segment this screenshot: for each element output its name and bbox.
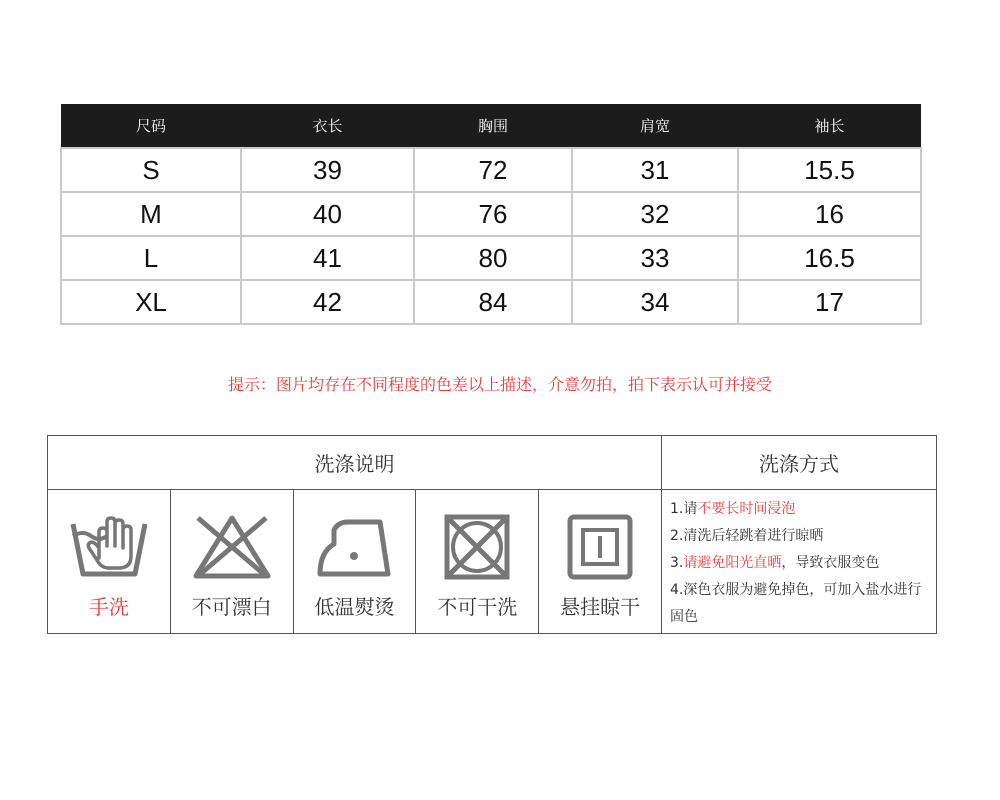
method-item xyxy=(670,523,932,550)
table-cell: 84 xyxy=(414,280,572,324)
table-cell: 16.5 xyxy=(738,236,921,280)
hand-wash-icon xyxy=(69,512,149,582)
icon-label: 不可漂白 xyxy=(191,595,272,619)
care-item-low-iron xyxy=(294,490,417,633)
size-table-header xyxy=(61,104,921,148)
table-cell: 31 xyxy=(572,148,738,192)
care-item-hand-wash xyxy=(48,490,171,633)
color-difference-notice: 提示：图片均存在不同程度的色差以上描述，介意勿拍，拍下表示认可并接受 xyxy=(227,375,772,394)
table-cell: L xyxy=(61,236,241,280)
instructions-title: 洗涤说明 xyxy=(48,436,662,490)
table-cell: 39 xyxy=(241,148,414,192)
method-text: 2.清洗后轻跳着进行晾晒 xyxy=(670,528,824,544)
table-cell: 17 xyxy=(738,280,921,324)
table-cell: M xyxy=(61,192,241,236)
method-item xyxy=(670,577,932,631)
care-item-hang-dry xyxy=(539,490,661,633)
table-cell: 16 xyxy=(738,192,921,236)
size-table xyxy=(60,104,922,325)
table-cell: 76 xyxy=(414,192,572,236)
table-cell: 33 xyxy=(572,236,738,280)
method-highlight: 请避免阳光直晒 xyxy=(683,555,782,571)
method-text: 4.深色衣服为避免掉色，可加入盐水进行固色 xyxy=(670,582,922,625)
method-text: ，导致衣服变色 xyxy=(781,555,880,571)
method-text: 3. xyxy=(670,555,684,571)
icon-label: 低温熨烫 xyxy=(314,595,395,619)
table-cell: 40 xyxy=(241,192,414,236)
header-chest: 胸围 xyxy=(414,104,572,148)
icon-label: 不可干洗 xyxy=(437,595,518,619)
table-row xyxy=(61,192,921,236)
table-row xyxy=(61,280,921,324)
method-item xyxy=(670,550,932,577)
table-cell: 80 xyxy=(414,236,572,280)
table-row xyxy=(61,236,921,280)
header-size: 尺码 xyxy=(61,104,241,148)
care-item-no-bleach xyxy=(171,490,294,633)
table-cell: XL xyxy=(61,280,241,324)
hang-dry-icon xyxy=(565,512,635,582)
no-bleach-icon xyxy=(190,512,274,582)
low-iron-icon xyxy=(314,512,394,582)
header-length: 衣长 xyxy=(241,104,414,148)
care-panel xyxy=(47,435,937,634)
method-highlight: 不要长时间浸泡 xyxy=(697,501,796,517)
methods-title: 洗涤方式 xyxy=(662,436,936,490)
table-cell: 34 xyxy=(572,280,738,324)
care-item-no-dry-clean xyxy=(416,490,539,633)
care-icons xyxy=(48,490,662,633)
method-item xyxy=(670,496,932,523)
table-cell: 15.5 xyxy=(738,148,921,192)
icon-label: 手洗 xyxy=(88,595,129,619)
header-sleeve: 袖长 xyxy=(738,104,921,148)
wash-methods-list xyxy=(670,496,932,631)
table-cell: 41 xyxy=(241,236,414,280)
table-cell: 72 xyxy=(414,148,572,192)
table-row xyxy=(61,148,921,192)
header-shoulder: 肩宽 xyxy=(572,104,738,148)
table-cell: S xyxy=(61,148,241,192)
table-cell: 42 xyxy=(241,280,414,324)
icon-label: 悬挂晾干 xyxy=(560,595,641,619)
no-dry-clean-icon xyxy=(442,512,512,582)
method-text: 1.请 xyxy=(670,501,698,517)
table-cell: 32 xyxy=(572,192,738,236)
